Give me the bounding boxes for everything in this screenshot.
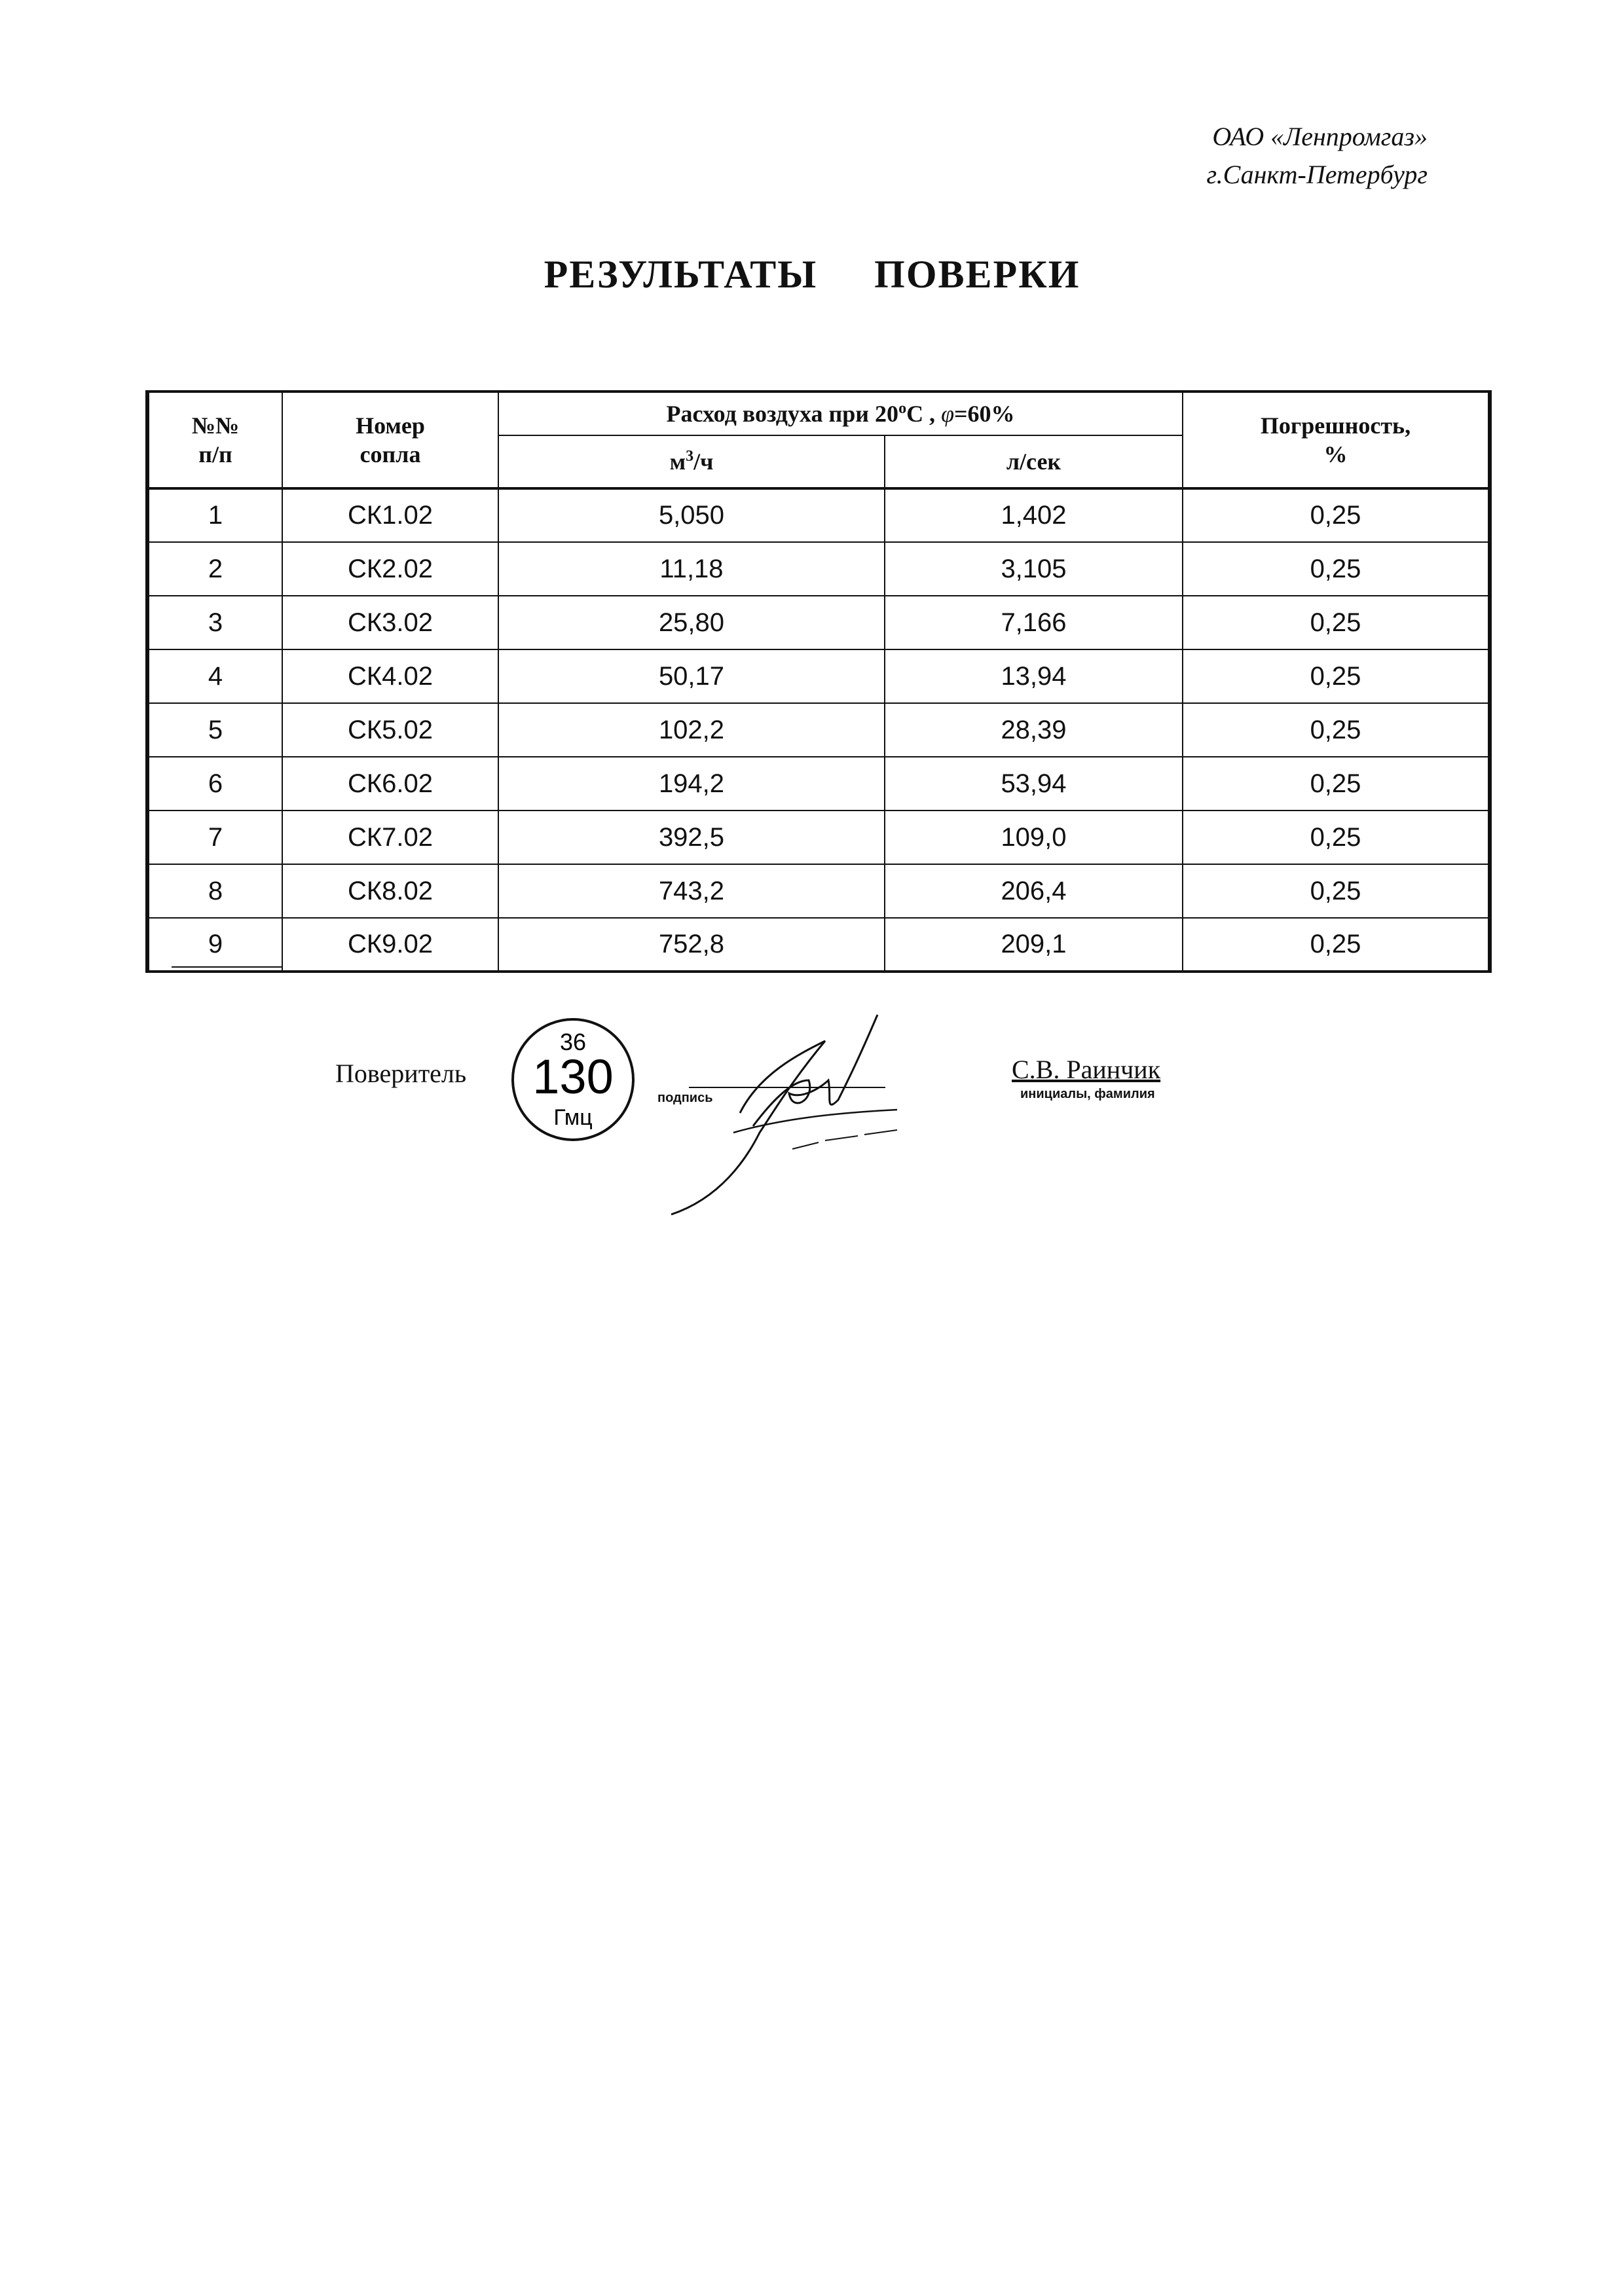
cell-number: 2 (147, 542, 282, 596)
col-header-m3h (498, 435, 885, 488)
results-table (145, 390, 1492, 973)
cell-flow-m3h: 743,2 (498, 864, 885, 918)
col-header-ls: л/сек (885, 435, 1183, 488)
organization-header (1207, 118, 1428, 194)
cell-flow-ls: 3,105 (885, 542, 1183, 596)
table-row (147, 596, 1490, 649)
verifier-name: С.В. Раинчик (1012, 1055, 1161, 1084)
cell-flow-ls: 1,402 (885, 488, 1183, 542)
organization-city: г.Санкт-Петербург (1206, 160, 1428, 189)
verification-stamp (509, 1016, 637, 1143)
cell-flow-ls: 13,94 (885, 649, 1183, 703)
stamp-top-text: 36 (559, 1029, 587, 1055)
col-header-number-line2: п/п (198, 441, 232, 467)
cell-nozzle: СК1.02 (282, 488, 498, 542)
cell-number: 1 (147, 488, 282, 542)
cell-error: 0,25 (1183, 703, 1490, 757)
col-header-nozzle-line1: Номер (356, 412, 425, 439)
cell-flow-m3h: 752,8 (498, 918, 885, 972)
cell-flow-ls: 53,94 (885, 757, 1183, 811)
cell-number: 7 (147, 811, 282, 864)
results-table-wrapper (145, 390, 1488, 973)
cell-error: 0,25 (1183, 488, 1490, 542)
cell-number: 3 (147, 596, 282, 649)
cell-error: 0,25 (1183, 596, 1490, 649)
cell-flow-m3h: 25,80 (498, 596, 885, 649)
name-caption: инициалы, фамилия (1020, 1087, 1155, 1101)
cell-flow-ls: 109,0 (885, 811, 1183, 864)
stamp-number: 130 (532, 1049, 614, 1104)
cell-number: 4 (147, 649, 282, 703)
cell-nozzle: СК9.02 (282, 918, 498, 972)
air-flow-celsius: С , (906, 401, 936, 427)
cell-flow-ls: 206,4 (885, 864, 1183, 918)
degree-sign: о (898, 400, 907, 417)
table-row (147, 703, 1490, 757)
unit-m3h-exponent: 3 (686, 448, 694, 465)
col-header-error-line2: % (1323, 441, 1348, 467)
cell-flow-m3h: 392,5 (498, 811, 885, 864)
humidity-phi-symbol: φ (941, 401, 954, 427)
handwritten-signature (661, 1002, 936, 1218)
cell-nozzle: СК3.02 (282, 596, 498, 649)
cell-nozzle: СК2.02 (282, 542, 498, 596)
table-row (147, 757, 1490, 811)
cell-error: 0,25 (1183, 542, 1490, 596)
table-row (147, 542, 1490, 596)
cell-error: 0,25 (1183, 811, 1490, 864)
unit-m3h-tail: /ч (693, 448, 714, 475)
cell-nozzle: СК5.02 (282, 703, 498, 757)
air-flow-label: Расход воздуха при 20 (666, 401, 899, 427)
results-table-body (147, 488, 1490, 972)
table-row (147, 649, 1490, 703)
cell-number: 8 (147, 864, 282, 918)
cell-nozzle: СК8.02 (282, 864, 498, 918)
cell-flow-m3h: 5,050 (498, 488, 885, 542)
cell-nozzle: СК6.02 (282, 757, 498, 811)
cell-error: 0,25 (1183, 864, 1490, 918)
col-header-air-flow (498, 392, 1183, 435)
cell-flow-ls: 209,1 (885, 918, 1183, 972)
humidity-value: =60% (953, 401, 1015, 427)
cell-number: 6 (147, 757, 282, 811)
cell-nozzle: СК7.02 (282, 811, 498, 864)
table-row (147, 918, 1490, 972)
table-row (147, 488, 1490, 542)
cell-error: 0,25 (1183, 757, 1490, 811)
col-header-nozzle-line2: сопла (360, 441, 421, 467)
unit-m3h-base: м (669, 448, 686, 475)
cell-nozzle: СК4.02 (282, 649, 498, 703)
cell-flow-ls: 7,166 (885, 596, 1183, 649)
results-table-head (147, 392, 1490, 488)
document-title: РЕЗУЛЬТАТЫ ПОВЕРКИ (544, 253, 1080, 296)
stamp-bottom-text: Гмц (553, 1105, 593, 1130)
verifier-label: Поверитель (335, 1059, 467, 1088)
col-header-error (1183, 392, 1490, 488)
table-underline (172, 966, 283, 968)
cell-flow-ls: 28,39 (885, 703, 1183, 757)
cell-flow-m3h: 194,2 (498, 757, 885, 811)
cell-flow-m3h: 50,17 (498, 649, 885, 703)
cell-flow-m3h: 102,2 (498, 703, 885, 757)
signature-caption: подпись (657, 1091, 713, 1105)
col-header-nozzle (282, 392, 498, 488)
cell-error: 0,25 (1183, 918, 1490, 972)
cell-number: 5 (147, 703, 282, 757)
cell-flow-m3h: 11,18 (498, 542, 885, 596)
table-row (147, 864, 1490, 918)
col-header-number-line1: №№ (191, 412, 240, 439)
cell-number: 9 (147, 918, 282, 972)
table-row (147, 811, 1490, 864)
organization-name: ОАО «Ленпромгаз» (1212, 122, 1428, 151)
col-header-number (147, 392, 282, 488)
col-header-error-line1: Погрешность, (1260, 412, 1411, 439)
cell-error: 0,25 (1183, 649, 1490, 703)
